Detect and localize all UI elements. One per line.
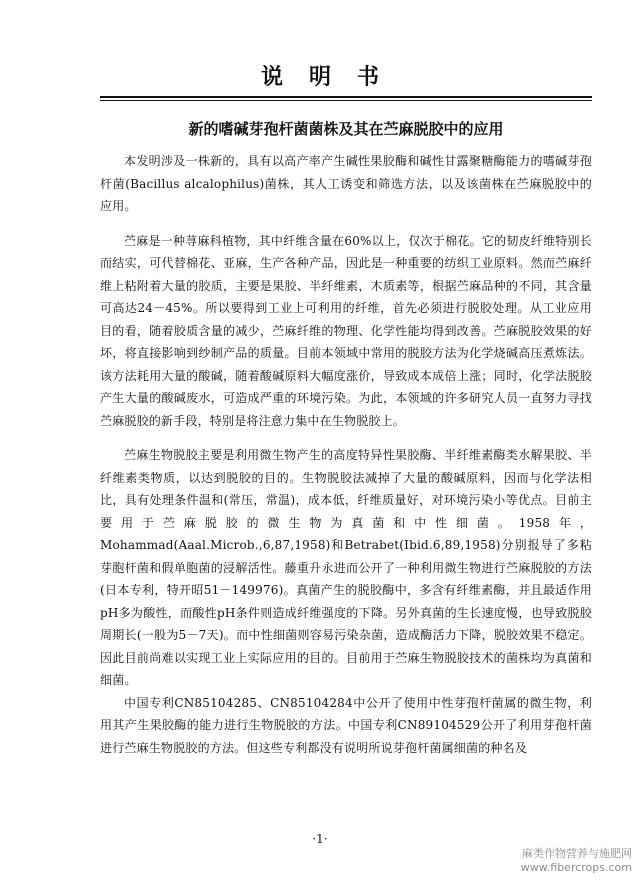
document-title: 说明书 xyxy=(260,65,405,90)
paragraph-bio-degumming: 苎麻生物脱胶主要是利用微生物产生的高度特异性果胶酶、半纤维素酶类水解果胶、半纤维素类物质，以达到脱胶的目的。生物脱胶法减掉了大量的酸碱原料，因而与化学法相比，具有处理条件温和(常压，常温)，成本低，纤维质量好，对环境污染小等优点。目前主要用于苎麻脱胶的微生物为真菌和中性细菌。1958年，Mohammad(Aaal.Microb.,6,87,1958)和Betrabet(Ibid.6,89,1958)分别报导了多粘芽胞杆菌和假单胞菌的浸解活性。藤重升永进而公开了一种利用微生物进行苎麻脱胶的方法(日本专利，特开昭51－149976)。真菌产生的脱胶酶中，多含有纤维素酶，并且最适作用pH多为酸性，而酸性pH条件则造成纤维强度的下降。另外真菌的生长速度慢，也导致脱胶周期长(一般为5－7天)。而中性细菌则容易污染杂菌，造成酶活力下降，脱胶效果不稳定。因此目前尚难以实现工业上实际应用的目的。目前用于苎麻生物脱胶技术的菌株均为真菌和细菌。 xyxy=(100,448,592,687)
site-watermark xyxy=(521,847,632,875)
watermark-name: 麻类作物营养与施肥网 xyxy=(522,847,632,860)
title-rule-thin xyxy=(100,100,592,101)
watermark-url: www.fibercrops.com xyxy=(520,861,632,874)
document-body xyxy=(100,150,592,759)
paragraph-ramie-background: 苎麻是一种荨麻科植物，其中纤维含量在60%以上，仅次于棉花。它的韧皮纤维特别长而结实，可代替棉花、亚麻，生产各种产品，因此是一种重要的纺织工业原料。然而苎麻纤维上粘附着大量的胶质，主要是果胶、半纤维素，木质素等，根据苎麻品种的不同，其含量可高达24－45%。所以要得到工业上可利用的纤维，首先必须进行脱胶处理。从工业应用目的看，随着胶质含量的减少，苎麻纤维的物理、化学性能均得到改善。苎麻脱胶效果的好坏，将直接影响到纱制产品的质量。目前本领域中常用的脱胶方法为化学烧碱高压煮炼法。该方法耗用大量的酸碱，随着酸碱原料大幅度涨价，导致成本成倍上涨；同时，化学法脱胶产生大量的酸碱废水，可造成严重的环境污染。为此，本领域的许多研究人员一直努力寻找苎麻脱胶的新手段，特别是将注意力集中在生物脱胶上。 xyxy=(100,233,592,428)
page-number: ·1· xyxy=(312,832,328,846)
title-rule-thick xyxy=(100,96,592,98)
paragraph-prior-patents: 中国专利CN85104285、CN85104284中公开了使用中性芽孢杆菌属的微生物，利用其产生果胶酶的能力进行生物脱胶的方法。中国专利CN89104529公开了利用芽孢杆菌进行苎麻生物脱胶的方法。但这些专利都没有说明所说芽孢杆菌属细菌的种名及 xyxy=(100,695,592,755)
paragraph-intro: 本发明涉及一株新的，具有以高产率产生碱性果胶酶和碱性甘露聚糖酶能力的嗜碱芽孢杆菌(Bacillus alcalophilus)菌株，其人工诱变和筛选方法，以及该菌株在苎麻脱胶中的应用。 xyxy=(100,154,592,213)
document-subtitle: 新的嗜碱芽孢杆菌菌株及其在苎麻脱胶中的应用 xyxy=(188,120,504,138)
